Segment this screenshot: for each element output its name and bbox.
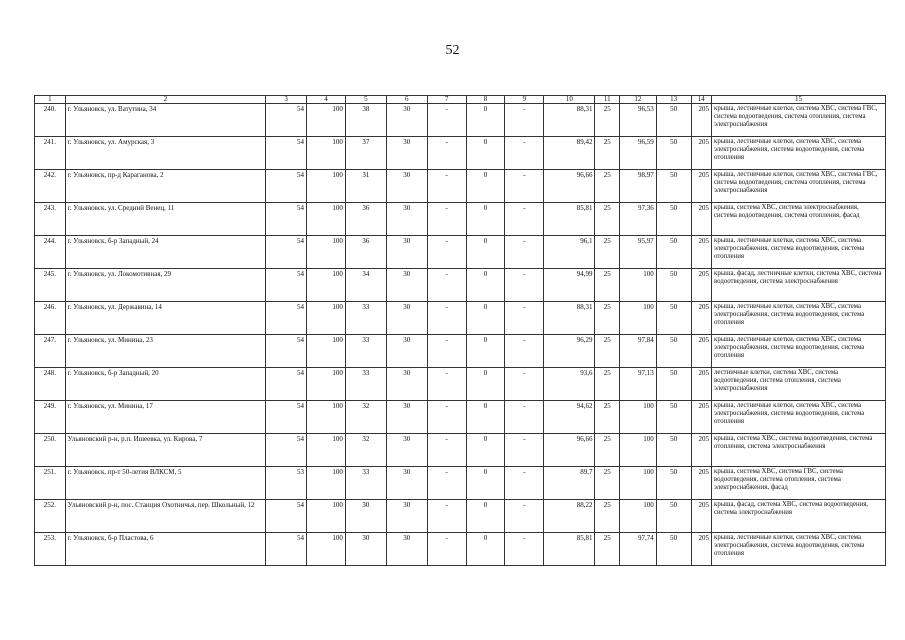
col-5-cell: 31: [345, 170, 386, 203]
works-list-cell: крыша, система ХВС, система водоотведения, система отопления, система электроснабжения: [712, 434, 886, 467]
col-12-cell: 95,97: [619, 236, 656, 269]
col-5-cell: 37: [345, 137, 386, 170]
col-5-cell: 33: [345, 302, 386, 335]
table-row: [35, 137, 886, 170]
col-5-cell: 38: [345, 104, 386, 137]
col-13-cell: 50: [656, 170, 691, 203]
column-number-14: 14: [691, 96, 711, 104]
col-3-cell: 54: [266, 104, 307, 137]
row-number: 247.: [35, 335, 66, 368]
row-number: 248.: [35, 368, 66, 401]
column-number-13: 13: [656, 96, 691, 104]
col-14-cell: 205: [691, 137, 711, 170]
column-number-15: 15: [712, 96, 886, 104]
col-7-cell: -: [427, 104, 466, 137]
col-7-cell: -: [427, 203, 466, 236]
column-number-12: 12: [619, 96, 656, 104]
col-10-cell: 94,99: [544, 269, 595, 302]
col-14-cell: 205: [691, 434, 711, 467]
col-6-cell: 30: [386, 467, 427, 500]
row-number: 253.: [35, 533, 66, 566]
col-9-cell: -: [505, 269, 544, 302]
column-number-4: 4: [307, 96, 346, 104]
table-row: [35, 434, 886, 467]
col-11-cell: 25: [595, 368, 620, 401]
col-12-cell: 100: [619, 302, 656, 335]
col-4-cell: 100: [307, 368, 346, 401]
works-list-cell: крыша, лестничные клетки, система ХВС, система ГВС, система водоотведения, система отопления, система электроснабжения: [712, 104, 886, 137]
col-3-cell: 54: [266, 401, 307, 434]
address-cell: г. Ульяновск, ул. Средний Венец, 11: [65, 203, 265, 236]
col-3-cell: 54: [266, 137, 307, 170]
col-12-cell: 96,59: [619, 137, 656, 170]
col-7-cell: -: [427, 467, 466, 500]
col-10-cell: 88,31: [544, 302, 595, 335]
table-row: [35, 335, 886, 368]
col-13-cell: 50: [656, 104, 691, 137]
col-12-cell: 100: [619, 467, 656, 500]
col-5-cell: 30: [345, 533, 386, 566]
col-10-cell: 96,66: [544, 434, 595, 467]
col-12-cell: 100: [619, 401, 656, 434]
col-10-cell: 89,42: [544, 137, 595, 170]
col-5-cell: 32: [345, 401, 386, 434]
works-list-cell: крыша, фасад, лестничные клетки, система ХВС, система водоотведения, система электроснабжения: [712, 269, 886, 302]
col-6-cell: 30: [386, 137, 427, 170]
col-11-cell: 25: [595, 401, 620, 434]
col-11-cell: 25: [595, 269, 620, 302]
col-6-cell: 30: [386, 335, 427, 368]
col-11-cell: 25: [595, 533, 620, 566]
table-row: [35, 236, 886, 269]
col-5-cell: 36: [345, 236, 386, 269]
works-list-cell: крыша, лестничные клетки, система ХВС, система электроснабжения, система водоотведения, система отопления: [712, 335, 886, 368]
col-14-cell: 205: [691, 368, 711, 401]
col-13-cell: 50: [656, 467, 691, 500]
col-13-cell: 50: [656, 236, 691, 269]
col-6-cell: 30: [386, 434, 427, 467]
col-6-cell: 30: [386, 401, 427, 434]
table-row: [35, 104, 886, 137]
col-9-cell: -: [505, 203, 544, 236]
col-4-cell: 100: [307, 203, 346, 236]
col-10-cell: 93,6: [544, 368, 595, 401]
works-list-cell: крыша, лестничные клетки, система ХВС, система электроснабжения, система водоотведения, система отопления: [712, 137, 886, 170]
address-cell: г. Ульяновск, б-р Западный, 20: [65, 368, 265, 401]
col-4-cell: 100: [307, 236, 346, 269]
col-8-cell: 0: [466, 368, 505, 401]
col-11-cell: 25: [595, 467, 620, 500]
col-3-cell: 54: [266, 269, 307, 302]
col-4-cell: 100: [307, 467, 346, 500]
col-8-cell: 0: [466, 302, 505, 335]
column-number-8: 8: [466, 96, 505, 104]
col-9-cell: -: [505, 467, 544, 500]
col-9-cell: -: [505, 335, 544, 368]
col-11-cell: 25: [595, 335, 620, 368]
col-8-cell: 0: [466, 467, 505, 500]
col-3-cell: 54: [266, 368, 307, 401]
row-number: 250.: [35, 434, 66, 467]
col-9-cell: -: [505, 533, 544, 566]
col-12-cell: 97,84: [619, 335, 656, 368]
col-4-cell: 100: [307, 302, 346, 335]
col-4-cell: 100: [307, 500, 346, 533]
row-number: 251.: [35, 467, 66, 500]
col-10-cell: 88,31: [544, 104, 595, 137]
col-7-cell: -: [427, 170, 466, 203]
col-11-cell: 25: [595, 500, 620, 533]
col-11-cell: 25: [595, 236, 620, 269]
col-5-cell: 33: [345, 467, 386, 500]
address-cell: г. Ульяновск, б-р Пластова, 6: [65, 533, 265, 566]
table-row: [35, 533, 886, 566]
col-13-cell: 50: [656, 401, 691, 434]
col-3-cell: 54: [266, 500, 307, 533]
col-14-cell: 205: [691, 401, 711, 434]
col-8-cell: 0: [466, 533, 505, 566]
table-row: [35, 302, 886, 335]
row-number: 243.: [35, 203, 66, 236]
col-10-cell: 88,22: [544, 500, 595, 533]
col-7-cell: -: [427, 401, 466, 434]
col-14-cell: 205: [691, 500, 711, 533]
address-cell: г. Ульяновск, ул. Ватутина, 34: [65, 104, 265, 137]
col-4-cell: 100: [307, 335, 346, 368]
col-14-cell: 205: [691, 269, 711, 302]
col-7-cell: -: [427, 302, 466, 335]
col-4-cell: 100: [307, 170, 346, 203]
table-row: [35, 368, 886, 401]
col-12-cell: 100: [619, 500, 656, 533]
row-number: 241.: [35, 137, 66, 170]
col-3-cell: 54: [266, 236, 307, 269]
col-8-cell: 0: [466, 269, 505, 302]
col-9-cell: -: [505, 434, 544, 467]
col-7-cell: -: [427, 335, 466, 368]
col-7-cell: -: [427, 137, 466, 170]
table-row: [35, 269, 886, 302]
address-cell: г. Ульяновск, б-р Западный, 24: [65, 236, 265, 269]
col-8-cell: 0: [466, 500, 505, 533]
col-12-cell: 100: [619, 434, 656, 467]
column-number-row: [35, 96, 886, 104]
col-13-cell: 50: [656, 302, 691, 335]
col-7-cell: -: [427, 368, 466, 401]
col-14-cell: 205: [691, 335, 711, 368]
col-10-cell: 96,1: [544, 236, 595, 269]
table-row: [35, 203, 886, 236]
column-number-7: 7: [427, 96, 466, 104]
row-number: 246.: [35, 302, 66, 335]
col-3-cell: 54: [266, 170, 307, 203]
col-6-cell: 30: [386, 104, 427, 137]
address-cell: г. Ульяновск, ул. Минина, 17: [65, 401, 265, 434]
table-row: [35, 170, 886, 203]
col-14-cell: 205: [691, 104, 711, 137]
col-13-cell: 50: [656, 203, 691, 236]
address-cell: г. Ульяновск, ул. Державина, 14: [65, 302, 265, 335]
works-list-cell: крыша, лестничные клетки, система ХВС, система электроснабжения, система водоотведения, система отопления: [712, 401, 886, 434]
col-7-cell: -: [427, 434, 466, 467]
col-9-cell: -: [505, 170, 544, 203]
col-8-cell: 0: [466, 203, 505, 236]
col-5-cell: 30: [345, 500, 386, 533]
column-number-5: 5: [345, 96, 386, 104]
col-8-cell: 0: [466, 434, 505, 467]
col-7-cell: -: [427, 269, 466, 302]
col-13-cell: 50: [656, 269, 691, 302]
col-8-cell: 0: [466, 401, 505, 434]
col-8-cell: 0: [466, 236, 505, 269]
row-number: 245.: [35, 269, 66, 302]
column-number-6: 6: [386, 96, 427, 104]
col-5-cell: 32: [345, 434, 386, 467]
col-12-cell: 100: [619, 269, 656, 302]
col-8-cell: 0: [466, 104, 505, 137]
address-cell: Ульяновский р-н, р.п. Ишеевка, ул. Кирова, 7: [65, 434, 265, 467]
col-9-cell: -: [505, 368, 544, 401]
table-row: [35, 401, 886, 434]
works-list-cell: крыша, лестничные клетки, система ХВС, система электроснабжения, система водоотведения, система отопления: [712, 236, 886, 269]
col-3-cell: 54: [266, 203, 307, 236]
column-number-11: 11: [595, 96, 620, 104]
col-12-cell: 97,36: [619, 203, 656, 236]
row-number: 242.: [35, 170, 66, 203]
col-13-cell: 50: [656, 137, 691, 170]
col-12-cell: 96,53: [619, 104, 656, 137]
col-9-cell: -: [505, 104, 544, 137]
works-list-cell: крыша, лестничные клетки, система ХВС, система электроснабжения, система водоотведения, система отопления: [712, 533, 886, 566]
col-5-cell: 36: [345, 203, 386, 236]
col-14-cell: 205: [691, 467, 711, 500]
col-9-cell: -: [505, 236, 544, 269]
col-9-cell: -: [505, 500, 544, 533]
col-12-cell: 97,13: [619, 368, 656, 401]
works-list-cell: лестничные клетки, система ХВС, система водоотведения, система отопления, система электроснабжения: [712, 368, 886, 401]
col-9-cell: -: [505, 302, 544, 335]
col-10-cell: 85,81: [544, 533, 595, 566]
housing-register-table: [34, 95, 886, 566]
col-4-cell: 100: [307, 104, 346, 137]
table-row: [35, 467, 886, 500]
col-6-cell: 30: [386, 203, 427, 236]
col-14-cell: 205: [691, 533, 711, 566]
row-number: 249.: [35, 401, 66, 434]
col-7-cell: -: [427, 236, 466, 269]
row-number: 240.: [35, 104, 66, 137]
works-list-cell: крыша, фасад, система ХВС, система водоотведения, система электроснабжения: [712, 500, 886, 533]
col-12-cell: 98,97: [619, 170, 656, 203]
col-11-cell: 25: [595, 434, 620, 467]
col-11-cell: 25: [595, 104, 620, 137]
col-7-cell: -: [427, 533, 466, 566]
col-11-cell: 25: [595, 203, 620, 236]
column-number-10: 10: [544, 96, 595, 104]
column-number-3: 3: [266, 96, 307, 104]
col-10-cell: 89,7: [544, 467, 595, 500]
col-4-cell: 100: [307, 401, 346, 434]
col-3-cell: 54: [266, 302, 307, 335]
col-6-cell: 30: [386, 368, 427, 401]
col-6-cell: 30: [386, 500, 427, 533]
address-cell: г. Ульяновск, ул. Локомотивная, 29: [65, 269, 265, 302]
col-14-cell: 205: [691, 302, 711, 335]
column-number-9: 9: [505, 96, 544, 104]
col-13-cell: 50: [656, 434, 691, 467]
row-number: 244.: [35, 236, 66, 269]
col-9-cell: -: [505, 137, 544, 170]
col-14-cell: 205: [691, 170, 711, 203]
col-11-cell: 25: [595, 170, 620, 203]
works-list-cell: крыша, система ХВС, система ГВС, система водоотведения, система отопления, система электроснабжения, фасад: [712, 467, 886, 500]
col-5-cell: 34: [345, 269, 386, 302]
col-14-cell: 205: [691, 203, 711, 236]
col-6-cell: 30: [386, 170, 427, 203]
col-8-cell: 0: [466, 170, 505, 203]
col-10-cell: 96,29: [544, 335, 595, 368]
col-4-cell: 100: [307, 137, 346, 170]
address-cell: г. Ульяновск, пр-т 50-летия ВЛКСМ, 5: [65, 467, 265, 500]
col-3-cell: 54: [266, 434, 307, 467]
address-cell: г. Ульяновск, ул. Минина, 23: [65, 335, 265, 368]
col-13-cell: 50: [656, 533, 691, 566]
col-3-cell: 53: [266, 467, 307, 500]
col-11-cell: 25: [595, 137, 620, 170]
column-number-1: 1: [35, 96, 66, 104]
address-cell: г. Ульяновск, ул. Амурская, 3: [65, 137, 265, 170]
col-6-cell: 30: [386, 533, 427, 566]
works-list-cell: крыша, лестничные клетки, система ХВС, система электроснабжения, система водоотведения, система отопления: [712, 302, 886, 335]
table-row: [35, 500, 886, 533]
address-cell: Ульяновский р-н, пос. Станция Охотничья, пер. Школьный, 12: [65, 500, 265, 533]
col-4-cell: 100: [307, 269, 346, 302]
col-13-cell: 50: [656, 368, 691, 401]
col-10-cell: 94,62: [544, 401, 595, 434]
col-5-cell: 33: [345, 368, 386, 401]
col-10-cell: 85,81: [544, 203, 595, 236]
col-4-cell: 100: [307, 533, 346, 566]
col-14-cell: 205: [691, 236, 711, 269]
row-number: 252.: [35, 500, 66, 533]
works-list-cell: крыша, система ХВС, система электроснабжения, система водоотведения, система отопления, фасад: [712, 203, 886, 236]
col-3-cell: 54: [266, 335, 307, 368]
col-7-cell: -: [427, 500, 466, 533]
col-11-cell: 25: [595, 302, 620, 335]
col-10-cell: 96,66: [544, 170, 595, 203]
col-13-cell: 50: [656, 335, 691, 368]
address-cell: г. Ульяновск, пр-д Караганова, 2: [65, 170, 265, 203]
col-6-cell: 30: [386, 269, 427, 302]
col-6-cell: 30: [386, 236, 427, 269]
col-9-cell: -: [505, 401, 544, 434]
column-number-2: 2: [65, 96, 265, 104]
col-6-cell: 30: [386, 302, 427, 335]
col-8-cell: 0: [466, 335, 505, 368]
col-8-cell: 0: [466, 137, 505, 170]
col-12-cell: 97,74: [619, 533, 656, 566]
col-5-cell: 33: [345, 335, 386, 368]
works-list-cell: крыша, лестничные клетки, система ХВС, система ГВС, система водоотведения, система отопления, система электроснабжения: [712, 170, 886, 203]
page-number: 52: [445, 43, 460, 58]
col-13-cell: 50: [656, 500, 691, 533]
col-3-cell: 54: [266, 533, 307, 566]
col-4-cell: 100: [307, 434, 346, 467]
